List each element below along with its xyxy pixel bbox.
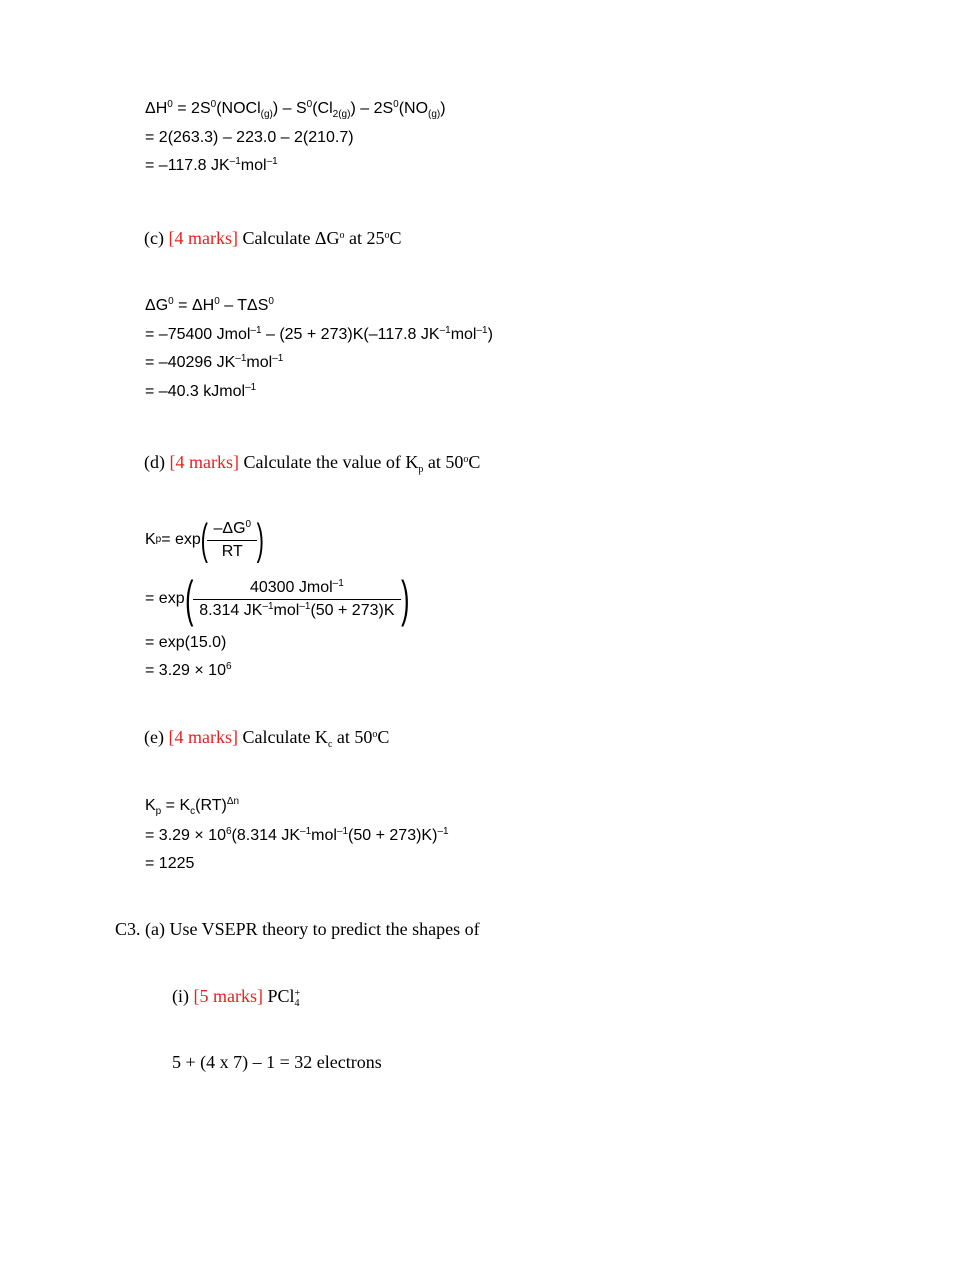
c3-heading: C3. (a) Use VSEPR theory to predict the shapes of <box>115 919 480 939</box>
fraction-delta-g-over-rt: $\frac{-\Delta G^0}{RT}$ <box>207 520 257 561</box>
gibbs-equation-line-4: = –40.3 kJmol$^{-1}$ <box>145 382 257 400</box>
entropy-equation-line-3: = –117.8 $JK^{-1}mol^{-1}$ <box>145 156 278 174</box>
left-paren: ( <box>200 515 208 564</box>
gibbs-equation-line-2: = –75400 Jmol$^{-1}$ – (25 + 273)K(–117.8 $JK^{-1}mol^{-1}$) <box>145 325 493 343</box>
kp-equation-line-1: K p = exp ( $\frac{-\Delta G^0}{RT}$ ) <box>145 515 265 564</box>
part-e-marks: [4 marks] <box>168 727 238 747</box>
part-d-marks: [4 marks] <box>169 452 239 472</box>
entropy-equation-line-1: $\Delta H^0$ = $2S^0(NOCl_{(g)}) - S^0(Cl_{2(g)}) - 2S^0(NO_{(g)})$ <box>145 99 446 120</box>
right-paren: ) <box>400 571 409 627</box>
kc-equation-line-3: = 1225 <box>145 855 195 872</box>
kp-equation-line-3: = exp(15.0) <box>145 634 227 651</box>
kp-equation-line-4: = $3.29 \times 10^6$ <box>145 661 232 679</box>
left-paren: ( <box>184 571 194 627</box>
part-c-marks: [4 marks] <box>168 228 238 248</box>
fraction-energy-over-rt: $\frac{40300 Jmol^{-1}}{8.314 JK^{-1}mol^{-1}(50 + 273)K}$ <box>193 579 400 620</box>
kc-equation-line-1: $K_p = K_c(RT)^{\Delta n}$ <box>145 796 240 817</box>
c3-electron-count: 5 + (4 x 7) – 1 = 32 electrons <box>172 1052 382 1072</box>
gibbs-equation-line-1: $\Delta G^0 = \Delta H^0 - T\Delta S^0$ <box>145 296 274 314</box>
entropy-equation-line-2: = 2(263.3) – 223.0 – 2(210.7) <box>145 129 354 146</box>
part-c-question: (c) [4 marks] Calculate $\Delta G^o$ at 25$^o$C <box>144 228 402 248</box>
part-e-question: (e) [4 marks] Calculate $K_c$ at 50$^o$C <box>144 727 390 750</box>
kp-equation-line-2: = exp ( $\frac{40300 Jmol^{-1}}{8.314 JK^{-1}mol^{-1}(50 + 273)K}$ ) <box>145 571 409 627</box>
c3-part-i-marks: [5 marks] <box>193 986 263 1006</box>
kc-equation-line-2: = $3.29 \times 10^6(8.314$ $JK^{-1}mol^{-1}(50 + 273)K)^{-1}$ <box>145 826 449 844</box>
gibbs-equation-line-3: = –40296 $JK^{-1}mol^{-1}$ <box>145 353 284 371</box>
right-paren: ) <box>256 515 265 564</box>
part-d-question: (d) [4 marks] Calculate the value of $K_p$ at 50$^o$C <box>144 452 481 475</box>
c3-part-i-question: (i) [5 marks] PCl$_4$+ <box>172 986 301 1009</box>
